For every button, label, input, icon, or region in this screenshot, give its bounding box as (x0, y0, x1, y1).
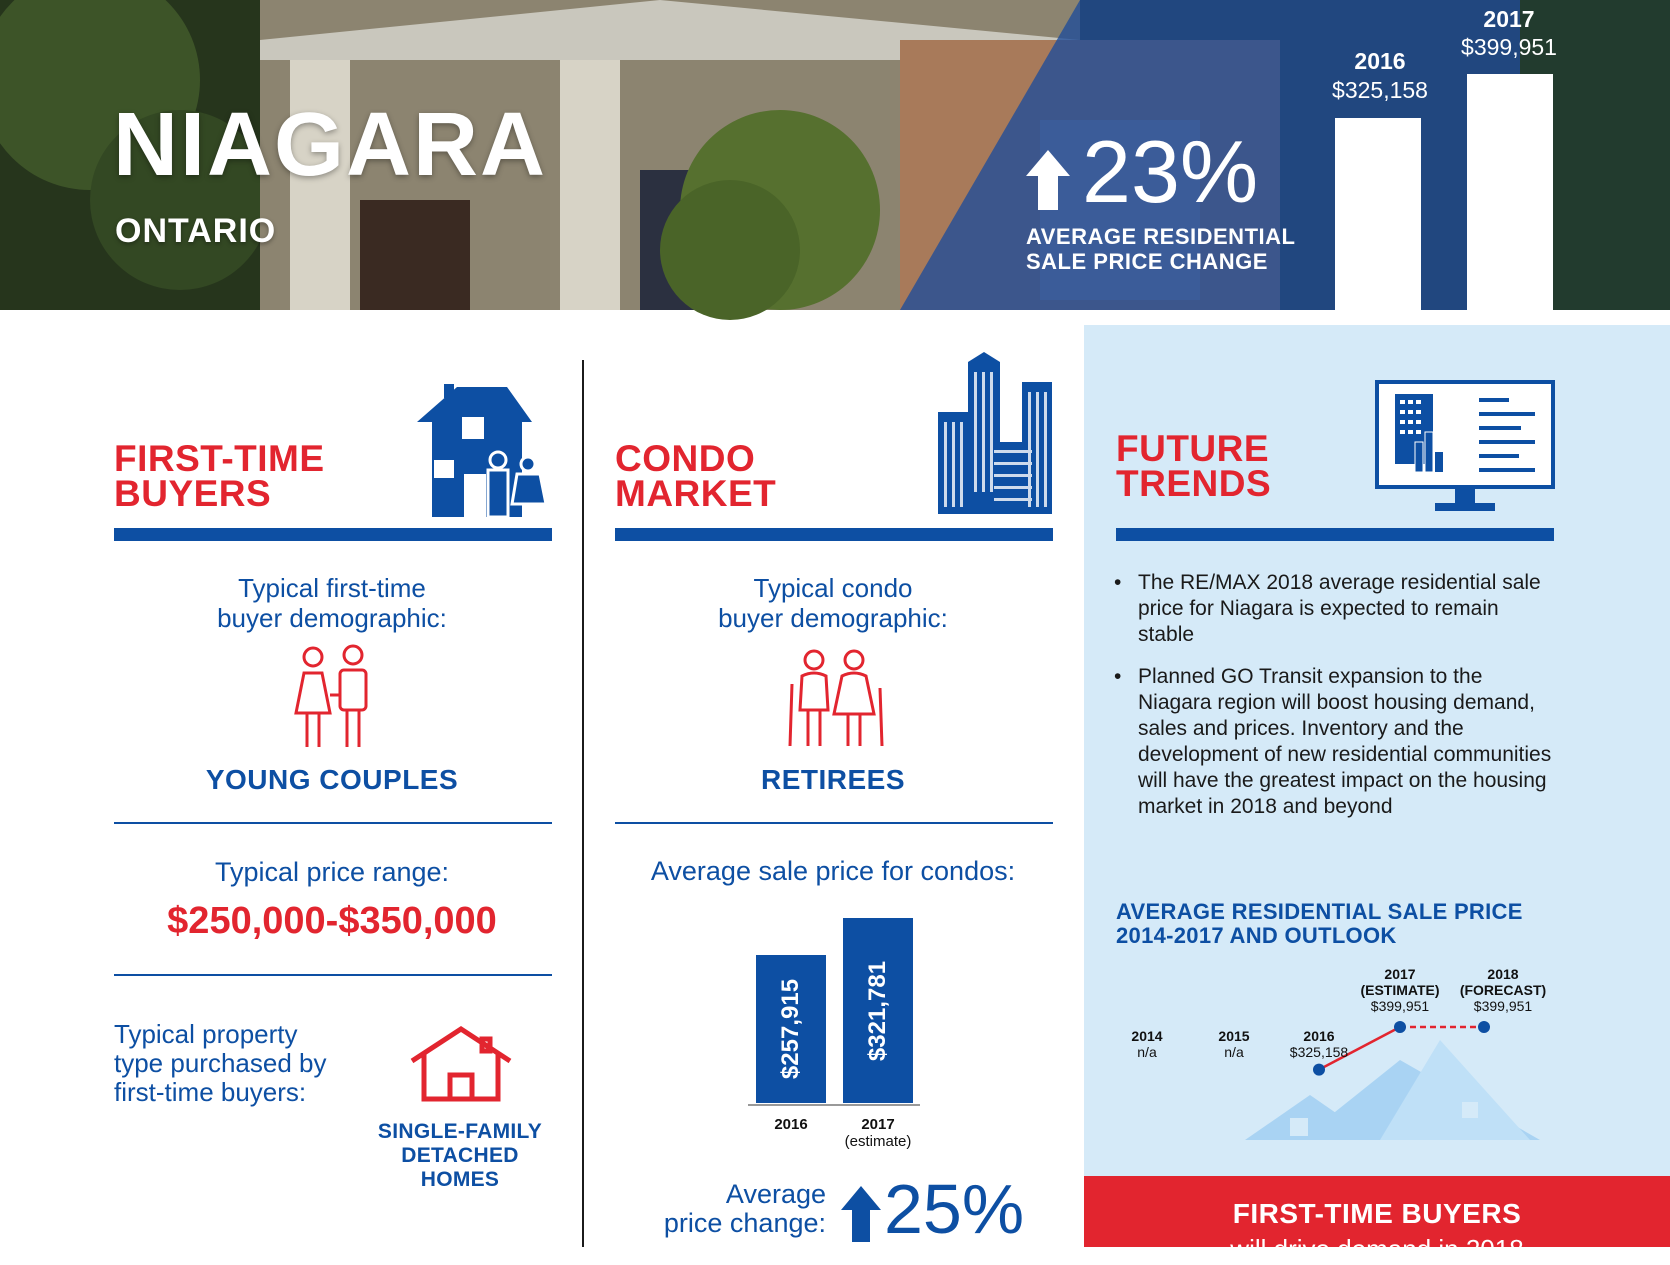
chart-point-2017-year: 2017 (1384, 966, 1416, 982)
chart-title-line2: 2014-2017 AND OUTLOOK (1116, 923, 1397, 948)
first-time-title-rule (114, 528, 552, 541)
first-time-demographic-label (114, 573, 550, 633)
future-trends-title (1116, 428, 1272, 504)
trend-point-2016 (1313, 1064, 1325, 1076)
hero-bar-year-2017: 2017 (1483, 6, 1535, 32)
hero-bar-year-2016: 2016 (1354, 48, 1406, 74)
condo-bar-2016 (756, 955, 826, 1103)
condo-avg-price-label: Average sale price for condos: (650, 856, 1016, 886)
condo-bar-label-2017: $321,781 (864, 960, 891, 1061)
condo-demo-label-line2: buyer demographic: (718, 603, 948, 633)
detached-house-icon (408, 1025, 514, 1103)
condo-year-note-2017: (estimate) (844, 1133, 912, 1150)
computer-monitor-icon (1375, 380, 1555, 520)
province-subtitle: ONTARIO (115, 212, 277, 250)
price-change-percent: 23% (1082, 122, 1259, 221)
hero-bar-2016 (1335, 118, 1421, 310)
condo-title-line2: MARKET (615, 473, 777, 514)
city-title: NIAGARA (113, 95, 547, 195)
condo-chart-baseline (748, 1104, 920, 1106)
banner-title: FIRST-TIME BUYERS (1232, 1198, 1522, 1229)
chart-point-2018-year: 2018 (1487, 966, 1519, 982)
condo-bar-label-2016: $257,915 (777, 978, 804, 1080)
price-change-caption-line1: AVERAGE RESIDENTIAL (1026, 224, 1296, 249)
property-type-label (114, 1020, 384, 1107)
condo-change-label-line2: price change: (663, 1208, 826, 1238)
banner-subtitle: will drive demand in 2018 (1230, 1234, 1524, 1264)
chart-point-2018-price: $399,951 (1473, 998, 1533, 1014)
first-time-divider-2 (114, 974, 552, 976)
chart-point-2018 (1448, 966, 1558, 1014)
first-time-buyers-banner (1084, 1176, 1670, 1264)
future-title-line1: FUTURE (1116, 428, 1270, 469)
condo-avg-change-label (606, 1180, 826, 1238)
condo-demographic-label (615, 573, 1051, 633)
condo-up-arrow-icon (841, 1186, 881, 1242)
young-couple-icon (290, 645, 376, 750)
hero-banner (0, 0, 1670, 310)
condo-title-line1: CONDO (615, 438, 756, 479)
chart-point-2015-price: n/a (1224, 1044, 1244, 1060)
future-title-rule (1116, 528, 1554, 541)
hero-bar-2017 (1467, 74, 1553, 310)
first-time-demo-label-line1: Typical first-time (238, 573, 426, 603)
property-value-line3: HOMES (420, 1168, 500, 1191)
chart-point-2017 (1345, 966, 1455, 1014)
first-time-title-line2: BUYERS (114, 473, 272, 514)
city-buildings-icon (938, 352, 1054, 514)
first-time-demo-label-line2: buyer demographic: (217, 603, 447, 633)
condo-price-chart (740, 900, 920, 1150)
condo-change-label-line1: Average (725, 1179, 826, 1209)
property-label-line2: type purchased by (114, 1048, 327, 1078)
hero-bar-price-2016: $325,158 (1332, 77, 1428, 103)
sale-price-chart-title (1116, 900, 1586, 948)
chart-point-2015-year: 2015 (1218, 1028, 1250, 1044)
property-label-line1: Typical property (114, 1019, 298, 1049)
price-change-caption (1026, 224, 1326, 274)
price-range-value: $250,000-$350,000 (167, 900, 497, 942)
condo-title-rule (615, 528, 1053, 541)
chart-point-2017-price: $399,951 (1370, 998, 1430, 1014)
property-label-line3: first-time buyers: (114, 1077, 307, 1107)
first-time-demographic-value: YOUNG COUPLES (205, 764, 459, 795)
chart-point-2016-price: $325,158 (1289, 1044, 1349, 1060)
condo-demo-label-line1: Typical condo (753, 573, 913, 603)
condo-change-percent: 25% (884, 1170, 1025, 1248)
first-time-title-line1: FIRST-TIME (114, 438, 325, 479)
property-value-line1: SINGLE-FAMILY (377, 1120, 543, 1143)
chart-title-line1: AVERAGE RESIDENTIAL SALE PRICE (1116, 899, 1523, 924)
property-type-value (365, 1120, 555, 1192)
condo-year-2017: 2017 (861, 1116, 895, 1133)
chart-point-2018-sub: (FORECAST) (1459, 982, 1547, 998)
first-time-buyers-title (114, 438, 325, 514)
chart-point-2014-price: n/a (1137, 1044, 1157, 1060)
chart-point-2016-year: 2016 (1303, 1028, 1335, 1044)
trend-point-2018 (1478, 1021, 1490, 1033)
house-family-icon (412, 382, 552, 522)
future-bullet-2: • Planned GO Transit expansion to the Niagara region will boost housing demand, sales and prices. Inventory and the development of new residential communities will have the greatest impact on the housing market in 2018 and beyond (1114, 664, 1554, 820)
property-value-line2: DETACHED (401, 1144, 519, 1167)
chart-point-2017-sub: (ESTIMATE) (1360, 982, 1440, 998)
hero-bar-price-2017: $399,951 (1461, 34, 1557, 60)
condo-bar-2017 (843, 918, 913, 1103)
column-divider (582, 360, 584, 1247)
condo-divider-1 (615, 822, 1053, 824)
chart-point-2014-year: 2014 (1131, 1028, 1163, 1044)
condo-demographic-value: RETIREES (760, 764, 906, 795)
future-trends-bullets (1114, 570, 1554, 836)
chart-point-2016 (1264, 1028, 1374, 1060)
trend-point-2017 (1394, 1021, 1406, 1033)
retirees-icon (784, 648, 886, 748)
condo-year-2016: 2016 (774, 1116, 808, 1133)
first-time-divider-1 (114, 822, 552, 824)
up-arrow-icon (1026, 150, 1070, 210)
condo-market-title (615, 438, 777, 514)
future-title-line2: TRENDS (1116, 463, 1272, 504)
future-bullet-1: • The RE/MAX 2018 average residential sale price for Niagara is expected to remain stable (1114, 570, 1554, 648)
price-range-label: Typical price range: (214, 857, 450, 887)
price-change-caption-line2: SALE PRICE CHANGE (1026, 249, 1268, 274)
